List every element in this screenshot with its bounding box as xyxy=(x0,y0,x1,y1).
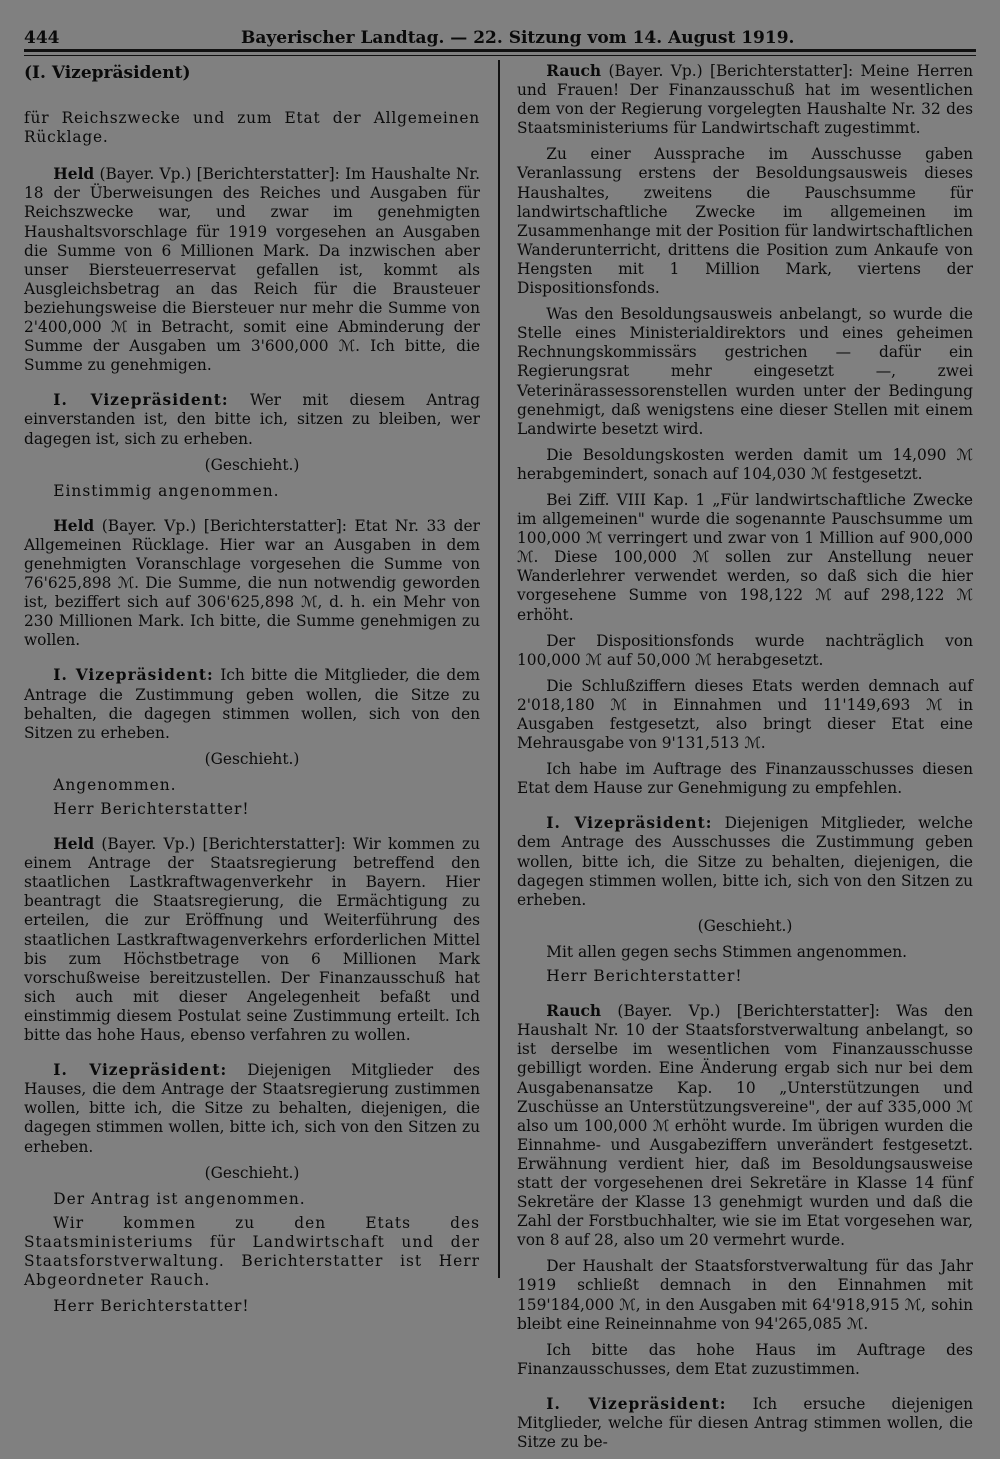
header-rule xyxy=(24,49,976,56)
speech-text: Diejenigen Mitglieder des Hauses, die dem Antrage der Staatsregierung zustimmen wollen, bitte ich, die Sitze zu behalten, diejenigen, die dagegen stimmen wollen, bitte ich, sich von den Sitzen zu erheben. xyxy=(24,1061,481,1156)
speech-text: Diejenigen Mitglieder, welche dem Antrage des Ausschusses die Zustimmung geben wollen, bitte ich, die Sitze zu behalten, diejenigen, die dagegen stimmen wollen, bitte ich, sich von den Sitzen zu erheben. xyxy=(517,814,974,909)
speech-text: (Bayer. Vp.) [Berichterstatter]: Was den Haushalt Nr. 10 der Staatsforstverwaltung anbelangt, so ist derselbe im wesentlichen vom Finanzausschusse gebilligt worden. Eine Änderung ergab sich nur bei dem Ausgabenansatze Kap. 10 „Unterstützungen und Zuschüsse an Unterstützungsvereine", der auf 335,000 ℳ also um 100,000 ℳ erhöht wurde. Im übrigen wurden die Einnahme- und Ausgabeziffern unverändert festgesetzt. Erwähnung verdient hier, daß im Besoldungsausweise statt der vorgesehenen drei Sekretäre in Klasse 14 fünf Sekretäre der Klasse 13 genehmigt wurden und daß die Zahl der Forstbuchhalter, wie sie im Etat vorgesehen war, von 8 auf 28, also um 20 vermehrt wurde. xyxy=(517,1002,973,1250)
text-paragraph: Die Besoldungskosten werden damit um 14,090 ℳ herabgemindert, sonach auf 104,030 ℳ festgesetzt. xyxy=(517,445,973,483)
speech-text: Ich ersuche diejenigen Mitglieder, welche für diesen Antrag stimmen wollen, die Sitze zu be- xyxy=(517,1394,973,1452)
text-paragraph: Der Haushalt der Staatsforstverwaltung für das Jahr 1919 schließt demnach in den Einnahmen mit 159'184,000 ℳ, in den Ausgaben mit 64'918,915 ℳ, sohin bleibt eine Reineinnahme von 94'265,085 ℳ. xyxy=(517,1257,973,1333)
speech-paragraph xyxy=(24,1061,480,1156)
speaker-name: I. Vizepräsident: xyxy=(546,1394,727,1413)
text-paragraph: Die Schlußziffern dieses Etats werden demnach auf 2'018,180 ℳ in Einnahmen und 11'149,693 ℳ in Ausgaben festgesetzt, also bringt dieser Etat eine Mehrausgabe von 9'131,513 ℳ. xyxy=(517,676,973,753)
speaker-name: I. Vizepräsident: xyxy=(53,666,214,685)
speech-paragraph xyxy=(24,391,480,448)
speech-paragraph xyxy=(517,62,973,138)
right-column xyxy=(517,62,973,1459)
agenda-paragraph: Wir kommen zu den Etats des Staatsministeriums für Landwirtschaft und der Staatsforstverwaltung. Berichterstatter ist Herr Abgeordneter Rauch. xyxy=(24,1213,480,1290)
text-paragraph: Der Dispositionsfonds wurde nachträglich von 100,000 ℳ auf 50,000 ℳ herabgesetzt. xyxy=(517,631,973,669)
text-paragraph: Zu einer Aussprache im Ausschusse gaben Veranlassung erstens der Besoldungsausweis dieses Haushaltes, zweitens die Pauschsumme für landwirtschaftliche Zwecke im allgemeinen im Zusammenhange mit der Position für landwirtschaftlichen Wanderunterricht, drittens die Position zum Ankaufe von Hengsten mit 1 Million Mark, viertens der Dispositionsfonds. xyxy=(517,145,973,298)
stage-note: (Geschieht.) xyxy=(204,455,300,474)
section-subheading: für Reichszwecke und zum Etat der Allgemeinen Rücklage. xyxy=(24,109,480,147)
speech-text: (Bayer. Vp.) [Berichterstatter]: Im Haushalte Nr. 18 der Überweisungen des Reiches und Ausgaben für Reichszwecke war, und zwar im genehmigten Haushaltsvorschlage für 1919 vorgesehen an Ausgaben die Summe von 6 Millionen Mark. Da inzwischen aber unser Biersteuerreservat gefallen ist, kommt als Ausgleichsbetrag an das Reich für die Brausteuer beziehungsweise die Biersteuer nur mehr die Summe von 2'400,000 ℳ in Betracht, somit eine Abminderung der Summe der Ausgaben um 3'600,000 ℳ. Ich bitte, die Summe zu genehmigen. xyxy=(24,165,480,375)
text-paragraph: Ich habe im Auftrage des Finanzausschusses diesen Etat dem Hause zur Genehmigung zu empfehlen. xyxy=(517,760,973,798)
call-to-speaker: Herr Berichterstatter! xyxy=(53,1297,250,1316)
speaker-name: Held xyxy=(53,165,95,184)
page-number: 444 xyxy=(24,28,60,48)
speech-paragraph xyxy=(517,1002,973,1250)
page-header xyxy=(24,24,976,48)
speech-paragraph xyxy=(517,1395,973,1452)
vote-result: Einstimmig angenommen. xyxy=(53,481,280,500)
column-divider xyxy=(498,60,500,1278)
page-title: Bayerischer Landtag. — 22. Sitzung vom 14. August 1919. xyxy=(241,28,795,48)
speech-text: Wer mit diesem Antrag einverstanden ist, den bitte ich, sitzen zu bleiben, wer dagegen ist, sich zu erheben. xyxy=(24,391,480,448)
speech-paragraph xyxy=(24,835,480,1045)
speech-paragraph xyxy=(24,165,480,375)
speaker-name: Rauch xyxy=(546,62,602,80)
speech-text: (Bayer. Vp.) [Berichterstatter]: Etat Nr. 33 der Allgemeinen Rücklage. Hier war an Ausgaben in dem genehmigten Voranschlage vorgesehen die Summe von 76'625,898 ℳ. Die Summe, die nun notwendig geworden ist, beziffert sich auf 306'625,898 ℳ, d. h. ein Mehr von 230 Millionen Mark. Ich bitte, die Summe genehmigen zu wollen. xyxy=(24,516,480,650)
left-column xyxy=(24,62,480,1321)
section-heading: (I. Vizepräsident) xyxy=(24,63,191,83)
speech-paragraph xyxy=(24,666,480,742)
speech-text: (Bayer. Vp.) [Berichterstatter]: Meine Herren und Frauen! Der Finanzausschuß hat im wesentlichen dem von der Regierung vorgelegten Haushalte Nr. 32 des Staatsministeriums für Landwirtschaft zugestimmt. xyxy=(517,62,973,138)
text-paragraph: Ich bitte das hohe Haus im Auftrage des Finanzausschusses, dem Etat zuzustimmen. xyxy=(517,1340,973,1378)
speaker-name: Rauch xyxy=(546,1002,602,1021)
stage-note: (Geschieht.) xyxy=(204,1163,300,1182)
vote-result: Der Antrag ist angenommen. xyxy=(53,1189,306,1208)
stage-note: (Geschieht.) xyxy=(697,916,793,935)
call-to-speaker: Herr Berichterstatter! xyxy=(546,967,743,986)
speaker-name: I. Vizepräsident: xyxy=(53,391,229,410)
speaker-name: Held xyxy=(53,516,95,535)
speech-paragraph xyxy=(24,517,480,651)
stage-note: (Geschieht.) xyxy=(204,749,300,768)
speech-text: Ich bitte die Mitglieder, die dem Antrage die Zustimmung geben wollen, die Sitze zu behalten, die dagegen stimmen wollen, sich von den Sitzen zu erheben. xyxy=(24,666,480,742)
speaker-name: Held xyxy=(53,835,95,854)
speaker-name: I. Vizepräsident: xyxy=(53,1061,228,1080)
speech-text: (Bayer. Vp.) [Berichterstatter]: Wir kommen zu einem Antrage der Staatsregierung betreffend den staatlichen Lastkraftwagenverkehr in Bayern. Hier beantragt die Staatsregierung, die Ermächtigung zu erteilen, die zur Eröffnung und Weiterführung des staatlichen Lastkraftwagenverkehrs erforderlichen Mittel bis zum Höchstbetrage von 6 Millionen Mark vorschußweise bereitzustellen. Der Finanzausschuß hat sich auch mit dieser Angelegenheit befaßt und einstimmig diesem Postulat seine Zustimmung erteilt. Ich bitte das hohe Haus, ebenso verfahren zu wollen. xyxy=(24,835,480,1045)
text-paragraph: Was den Besoldungsausweis anbelangt, so wurde die Stelle eines Ministerialdirektors und eines geheimen Rechnungskommissärs gestrichen — dafür ein Regierungsrat mehr eingesetzt —, zwei Veterinärassessorenstellen wurden unter der Bedingung genehmigt, daß wenigstens eine dieser Stellen mit einem Landwirte besetzt wird. xyxy=(517,305,973,438)
speech-paragraph xyxy=(517,814,973,909)
vote-result: Angenommen. xyxy=(53,775,177,794)
call-to-speaker: Herr Berichterstatter! xyxy=(53,800,250,818)
vote-result: Mit allen gegen sechs Stimmen angenommen. xyxy=(546,942,908,961)
text-paragraph: Bei Ziff. VIII Kap. 1 „Für landwirtschaftliche Zwecke im allgemeinen" wurde die sogenannte Pauschsumme um 100,000 ℳ verringert und zwar von 1 Million auf 900,000 ℳ. Diese 100,000 ℳ sollen zur Anstellung neuer Wanderlehrer verwendet werden, so daß sich die hier vorgesehene Summe von 198,122 ℳ auf 298,122 ℳ erhöht. xyxy=(517,490,973,624)
speaker-name: I. Vizepräsident: xyxy=(546,814,713,833)
